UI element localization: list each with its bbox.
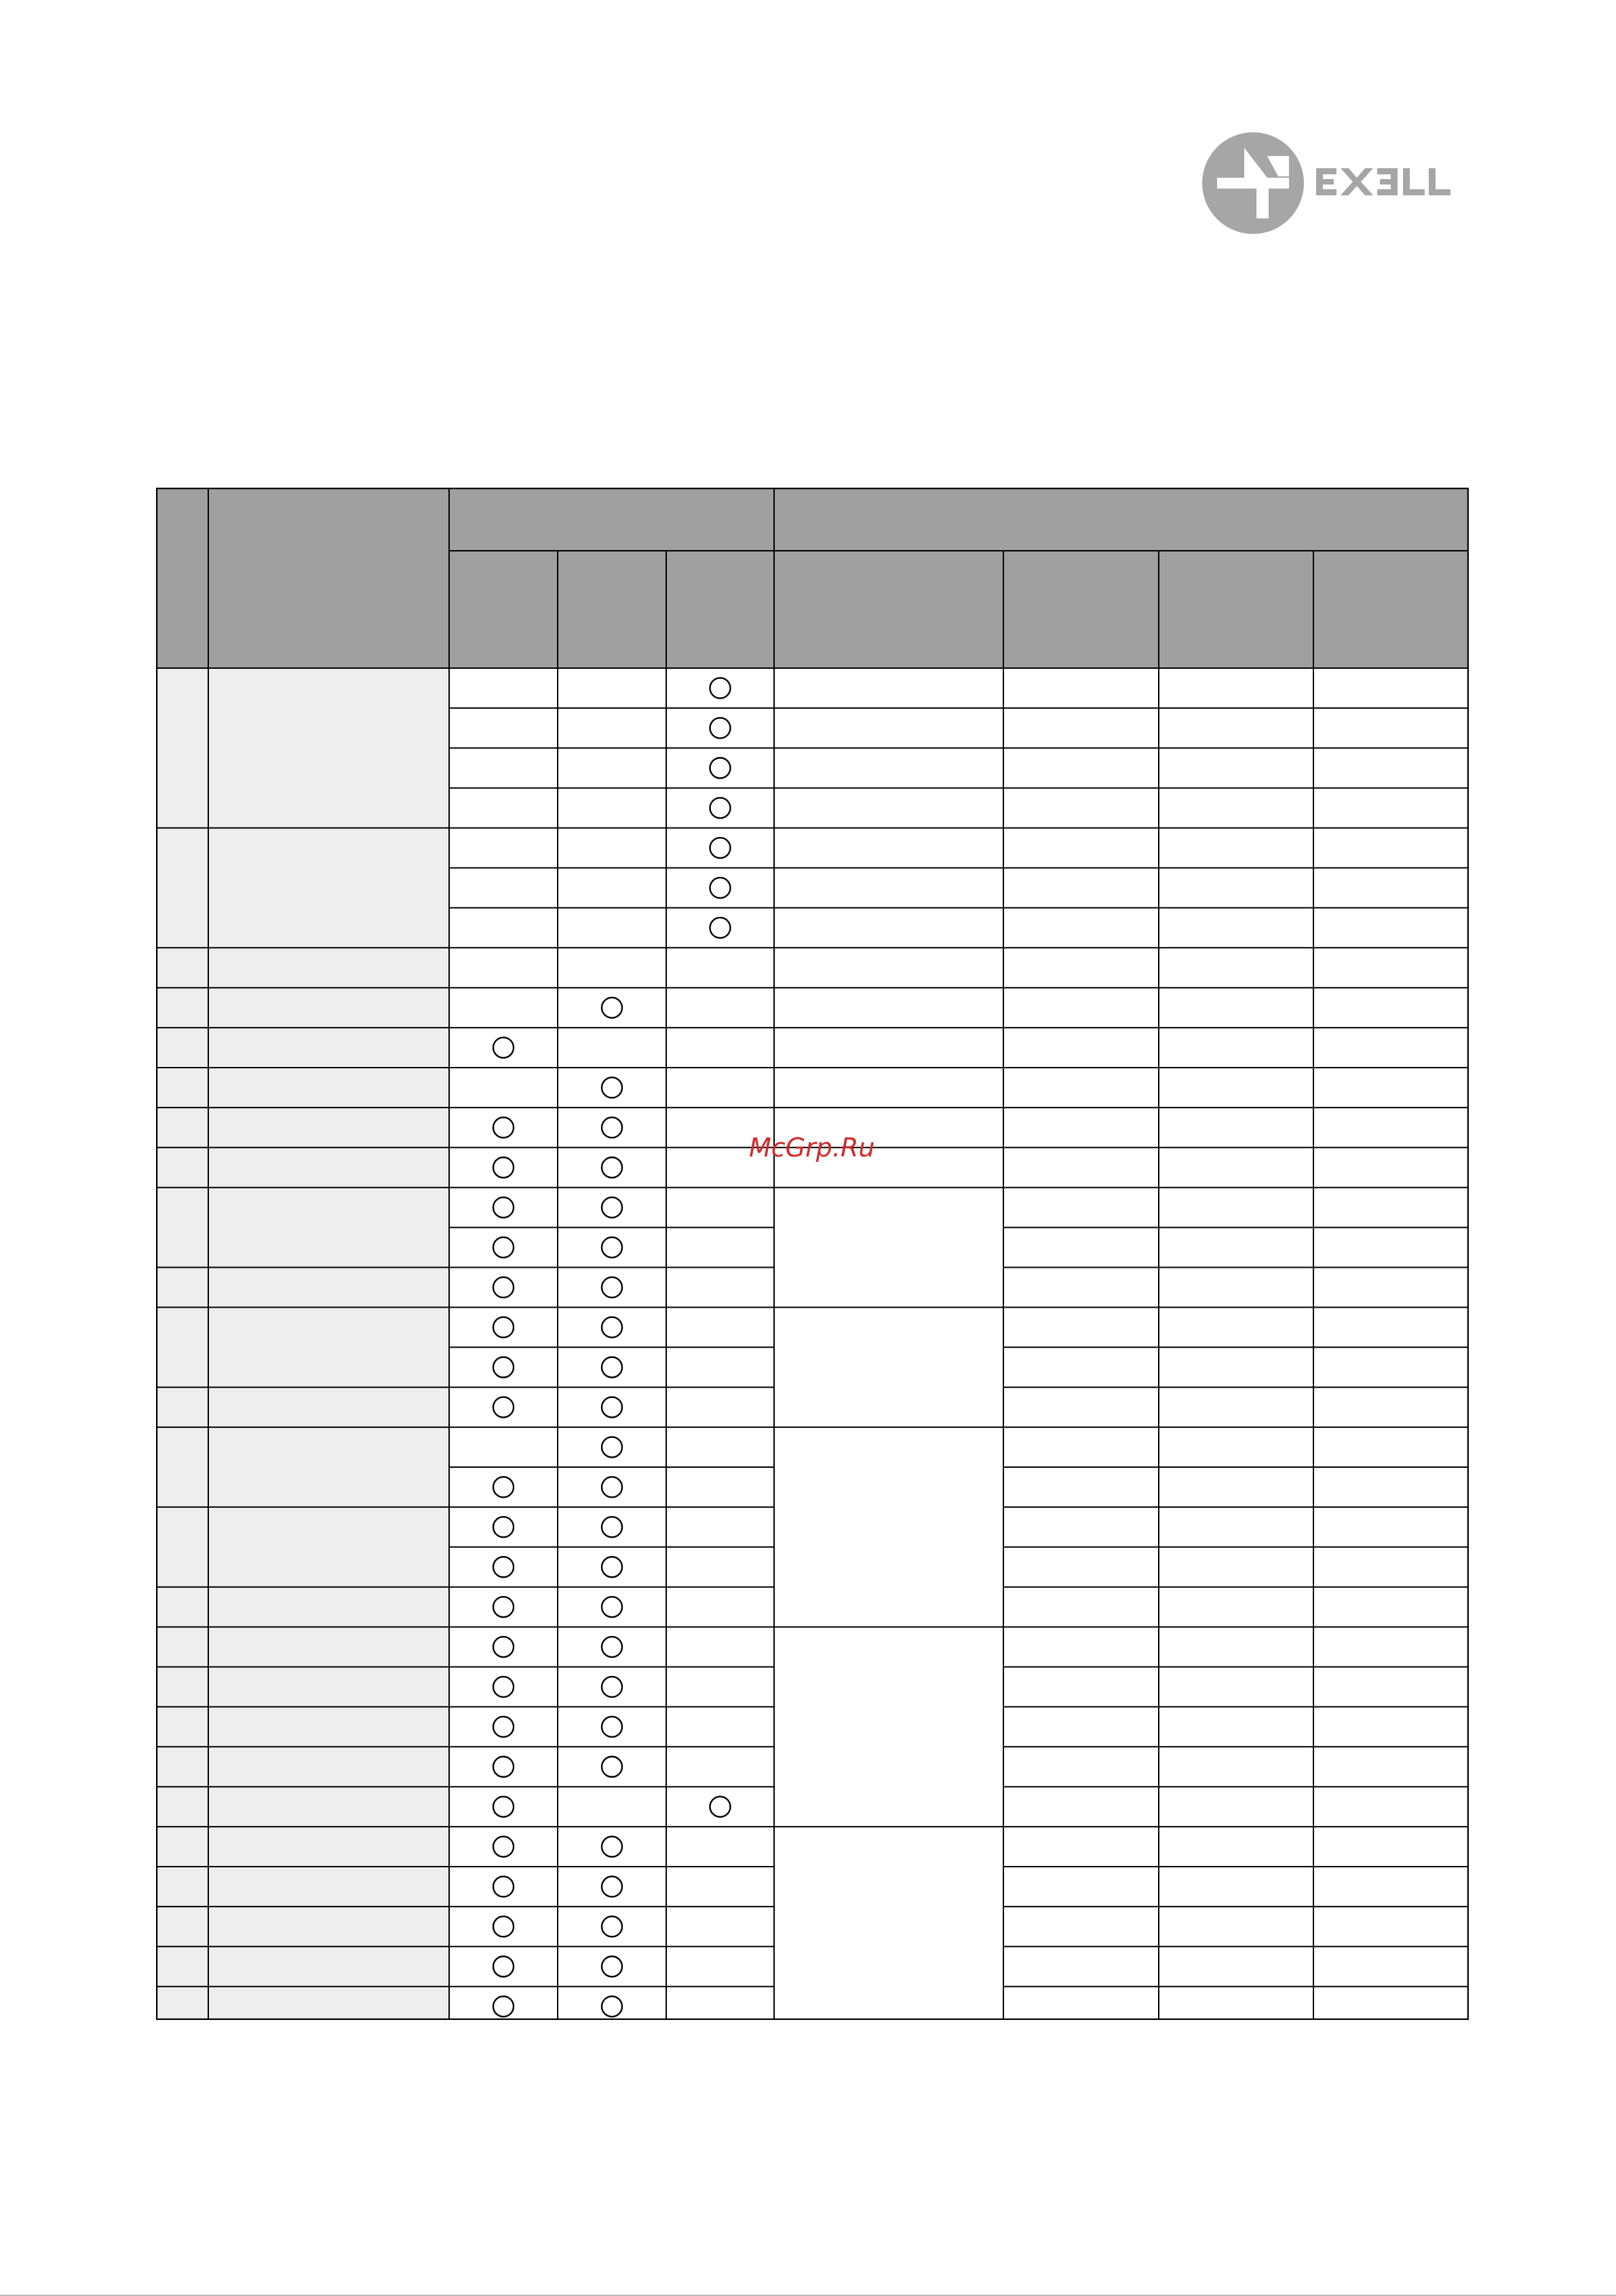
table-header <box>156 488 1469 668</box>
circle-mark <box>602 1956 622 1977</box>
circle-mark <box>493 1237 514 1258</box>
circle-mark <box>493 1637 514 1657</box>
exell-bolt-logo-icon <box>1202 129 1474 244</box>
circle-mark <box>493 1677 514 1697</box>
circle-mark <box>493 1757 514 1777</box>
circle-mark <box>493 1038 514 1058</box>
watermark-text: McGrp.Ru <box>749 1133 875 1163</box>
circle-mark <box>602 1477 622 1497</box>
data-table <box>156 488 1469 2020</box>
circle-mark <box>602 1437 622 1458</box>
circle-mark <box>602 1197 622 1218</box>
circle-mark <box>602 1637 622 1657</box>
circle-mark <box>493 1837 514 1857</box>
circle-mark <box>493 1397 514 1418</box>
circle-mark <box>710 798 731 818</box>
circle-mark <box>602 998 622 1018</box>
circle-mark <box>493 1517 514 1537</box>
circle-mark <box>493 1157 514 1178</box>
circle-mark <box>710 918 731 938</box>
circle-mark <box>493 1357 514 1378</box>
circle-mark <box>710 758 731 778</box>
circle-mark <box>493 1277 514 1298</box>
circle-mark <box>710 878 731 898</box>
circle-mark <box>493 1117 514 1137</box>
circle-mark <box>602 1357 622 1378</box>
circle-mark <box>602 1317 622 1338</box>
circle-mark <box>493 1197 514 1218</box>
circle-mark <box>602 1916 622 1937</box>
circle-mark <box>710 678 731 698</box>
number-column <box>156 668 208 2020</box>
circle-mark <box>493 1956 514 1977</box>
label-column <box>208 668 449 2020</box>
circle-mark <box>493 1717 514 1737</box>
circle-mark <box>493 1876 514 1896</box>
circle-mark <box>602 1117 622 1137</box>
circle-mark <box>602 1077 622 1097</box>
brand-logo <box>1202 129 1474 244</box>
circle-mark <box>602 1677 622 1697</box>
circle-mark <box>602 1157 622 1178</box>
circle-mark <box>710 718 731 738</box>
circle-mark <box>602 1237 622 1258</box>
circle-mark <box>602 1837 622 1857</box>
circle-mark <box>602 1757 622 1777</box>
circle-mark <box>602 1597 622 1617</box>
circle-mark <box>493 1797 514 1817</box>
circle-mark <box>493 1916 514 1937</box>
circle-mark <box>602 1517 622 1537</box>
circle-mark <box>602 1397 622 1418</box>
circle-mark <box>710 838 731 858</box>
circle-mark <box>602 1996 622 2017</box>
data-table-grid <box>156 488 1469 2020</box>
circle-mark <box>602 1717 622 1737</box>
circle-mark <box>493 1557 514 1577</box>
circle-mark <box>602 1876 622 1896</box>
circle-mark <box>493 1996 514 2017</box>
circle-mark <box>493 1317 514 1338</box>
circle-mark <box>493 1597 514 1617</box>
circle-mark <box>493 1477 514 1497</box>
circle-mark <box>710 1797 731 1817</box>
circle-mark <box>602 1277 622 1298</box>
circle-mark <box>602 1557 622 1577</box>
